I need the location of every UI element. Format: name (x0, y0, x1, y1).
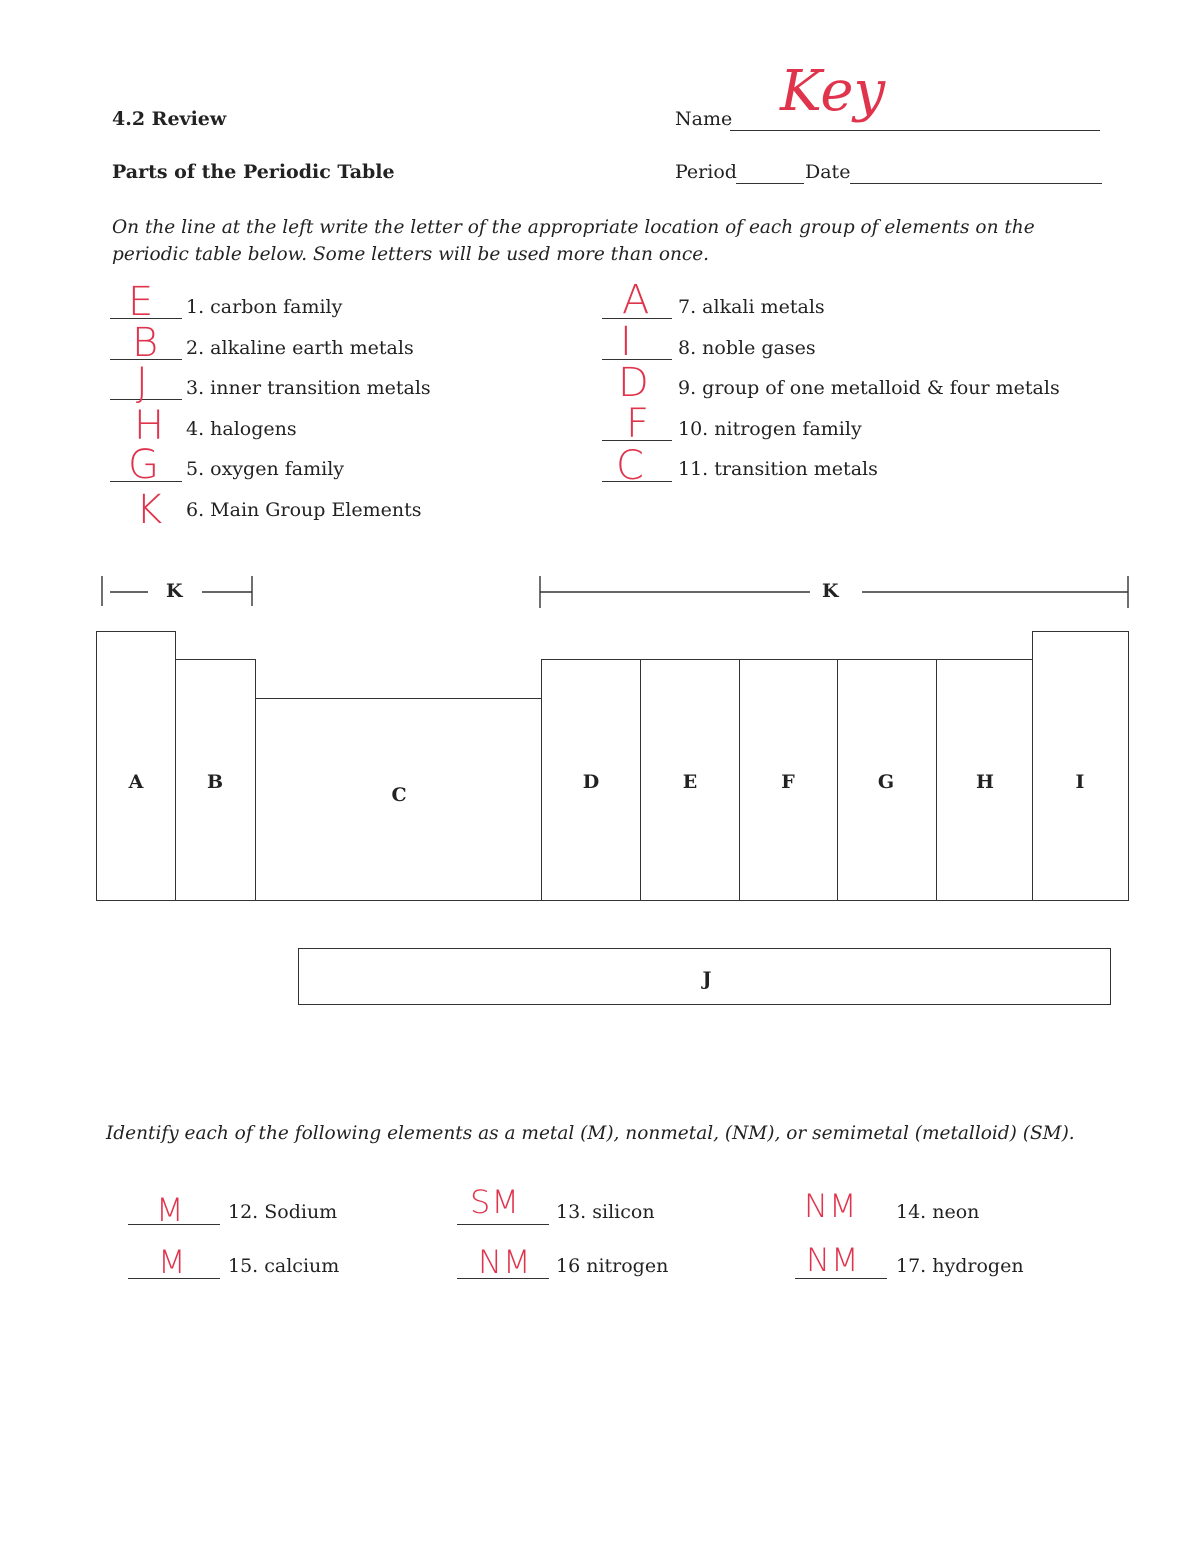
region-i[interactable] (1032, 631, 1129, 901)
question-text: 9. group of one metalloid & four metals (678, 377, 1060, 399)
handwritten-answer: M (158, 1243, 187, 1281)
handwritten-answer: NM (478, 1243, 532, 1281)
question-text: 3. inner transition metals (186, 377, 431, 399)
question-text: 1. carbon family (186, 296, 343, 318)
handwritten-answer: NM (804, 1187, 858, 1225)
classify-text: 15. calcium (228, 1255, 340, 1277)
worksheet-title: 4.2 Review (112, 108, 227, 130)
classify-text: 17. hydrogen (896, 1255, 1024, 1277)
handwritten-answer: H (134, 403, 165, 449)
classify-text: 16 nitrogen (556, 1255, 669, 1277)
region-label-h: H (976, 771, 994, 793)
handwritten-answer: E (128, 279, 154, 325)
region-label-d: D (582, 771, 600, 793)
region-label-e: E (682, 771, 698, 793)
question-text: 10. nitrogen family (678, 418, 862, 440)
region-label-a: A (128, 771, 144, 793)
name-handwritten: Key (780, 59, 886, 124)
handwritten-answer: I (620, 319, 632, 365)
handwritten-answer: K (136, 487, 163, 533)
question-text: 7. alkali metals (678, 296, 825, 318)
span-label-right: K (822, 580, 839, 602)
classify-text: 12. Sodium (228, 1201, 338, 1223)
handwritten-answer: J (136, 360, 148, 406)
region-label-i: I (1075, 771, 1085, 793)
handwritten-answer: B (132, 320, 159, 366)
answer-blank[interactable] (457, 1224, 549, 1225)
region-label-j: J (702, 968, 712, 990)
question-text: 6. Main Group Elements (186, 499, 422, 521)
worksheet-subtitle: Parts of the Periodic Table (112, 161, 395, 183)
handwritten-answer: SM (470, 1183, 520, 1221)
region-label-b: B (206, 771, 224, 793)
date-label: Date (805, 161, 851, 183)
handwritten-answer: F (626, 401, 650, 447)
classify-text: 13. silicon (556, 1201, 655, 1223)
section2-instructions: Identify each of the following elements as a metal (M), nonmetal, (NM), or semimetal (metalloid) (SM). (106, 1123, 1075, 1144)
handwritten-answer: G (128, 442, 159, 488)
region-a[interactable] (96, 631, 176, 901)
span-label-left: K (166, 580, 183, 602)
region-label-c: C (391, 784, 407, 806)
region-label-f: F (781, 771, 795, 793)
question-text: 11. transition metals (678, 458, 878, 480)
handwritten-answer: D (618, 360, 649, 406)
classify-text: 14. neon (896, 1201, 980, 1223)
handwritten-answer: NM (806, 1241, 860, 1279)
question-text: 5. oxygen family (186, 458, 345, 480)
handwritten-answer: M (156, 1191, 185, 1229)
question-text: 4. halogens (186, 418, 297, 440)
handwritten-answer: A (622, 277, 650, 323)
instructions: On the line at the left write the letter of the appropriate location of each group of elements on the periodic table below. Some letters will be used more than once. (112, 217, 1035, 265)
question-text: 2. alkaline earth metals (186, 337, 414, 359)
question-text: 8. noble gases (678, 337, 816, 359)
name-label: Name (675, 108, 733, 130)
period-label: Period (675, 161, 737, 183)
region-label-g: G (877, 771, 895, 793)
handwritten-answer: C (616, 443, 644, 489)
